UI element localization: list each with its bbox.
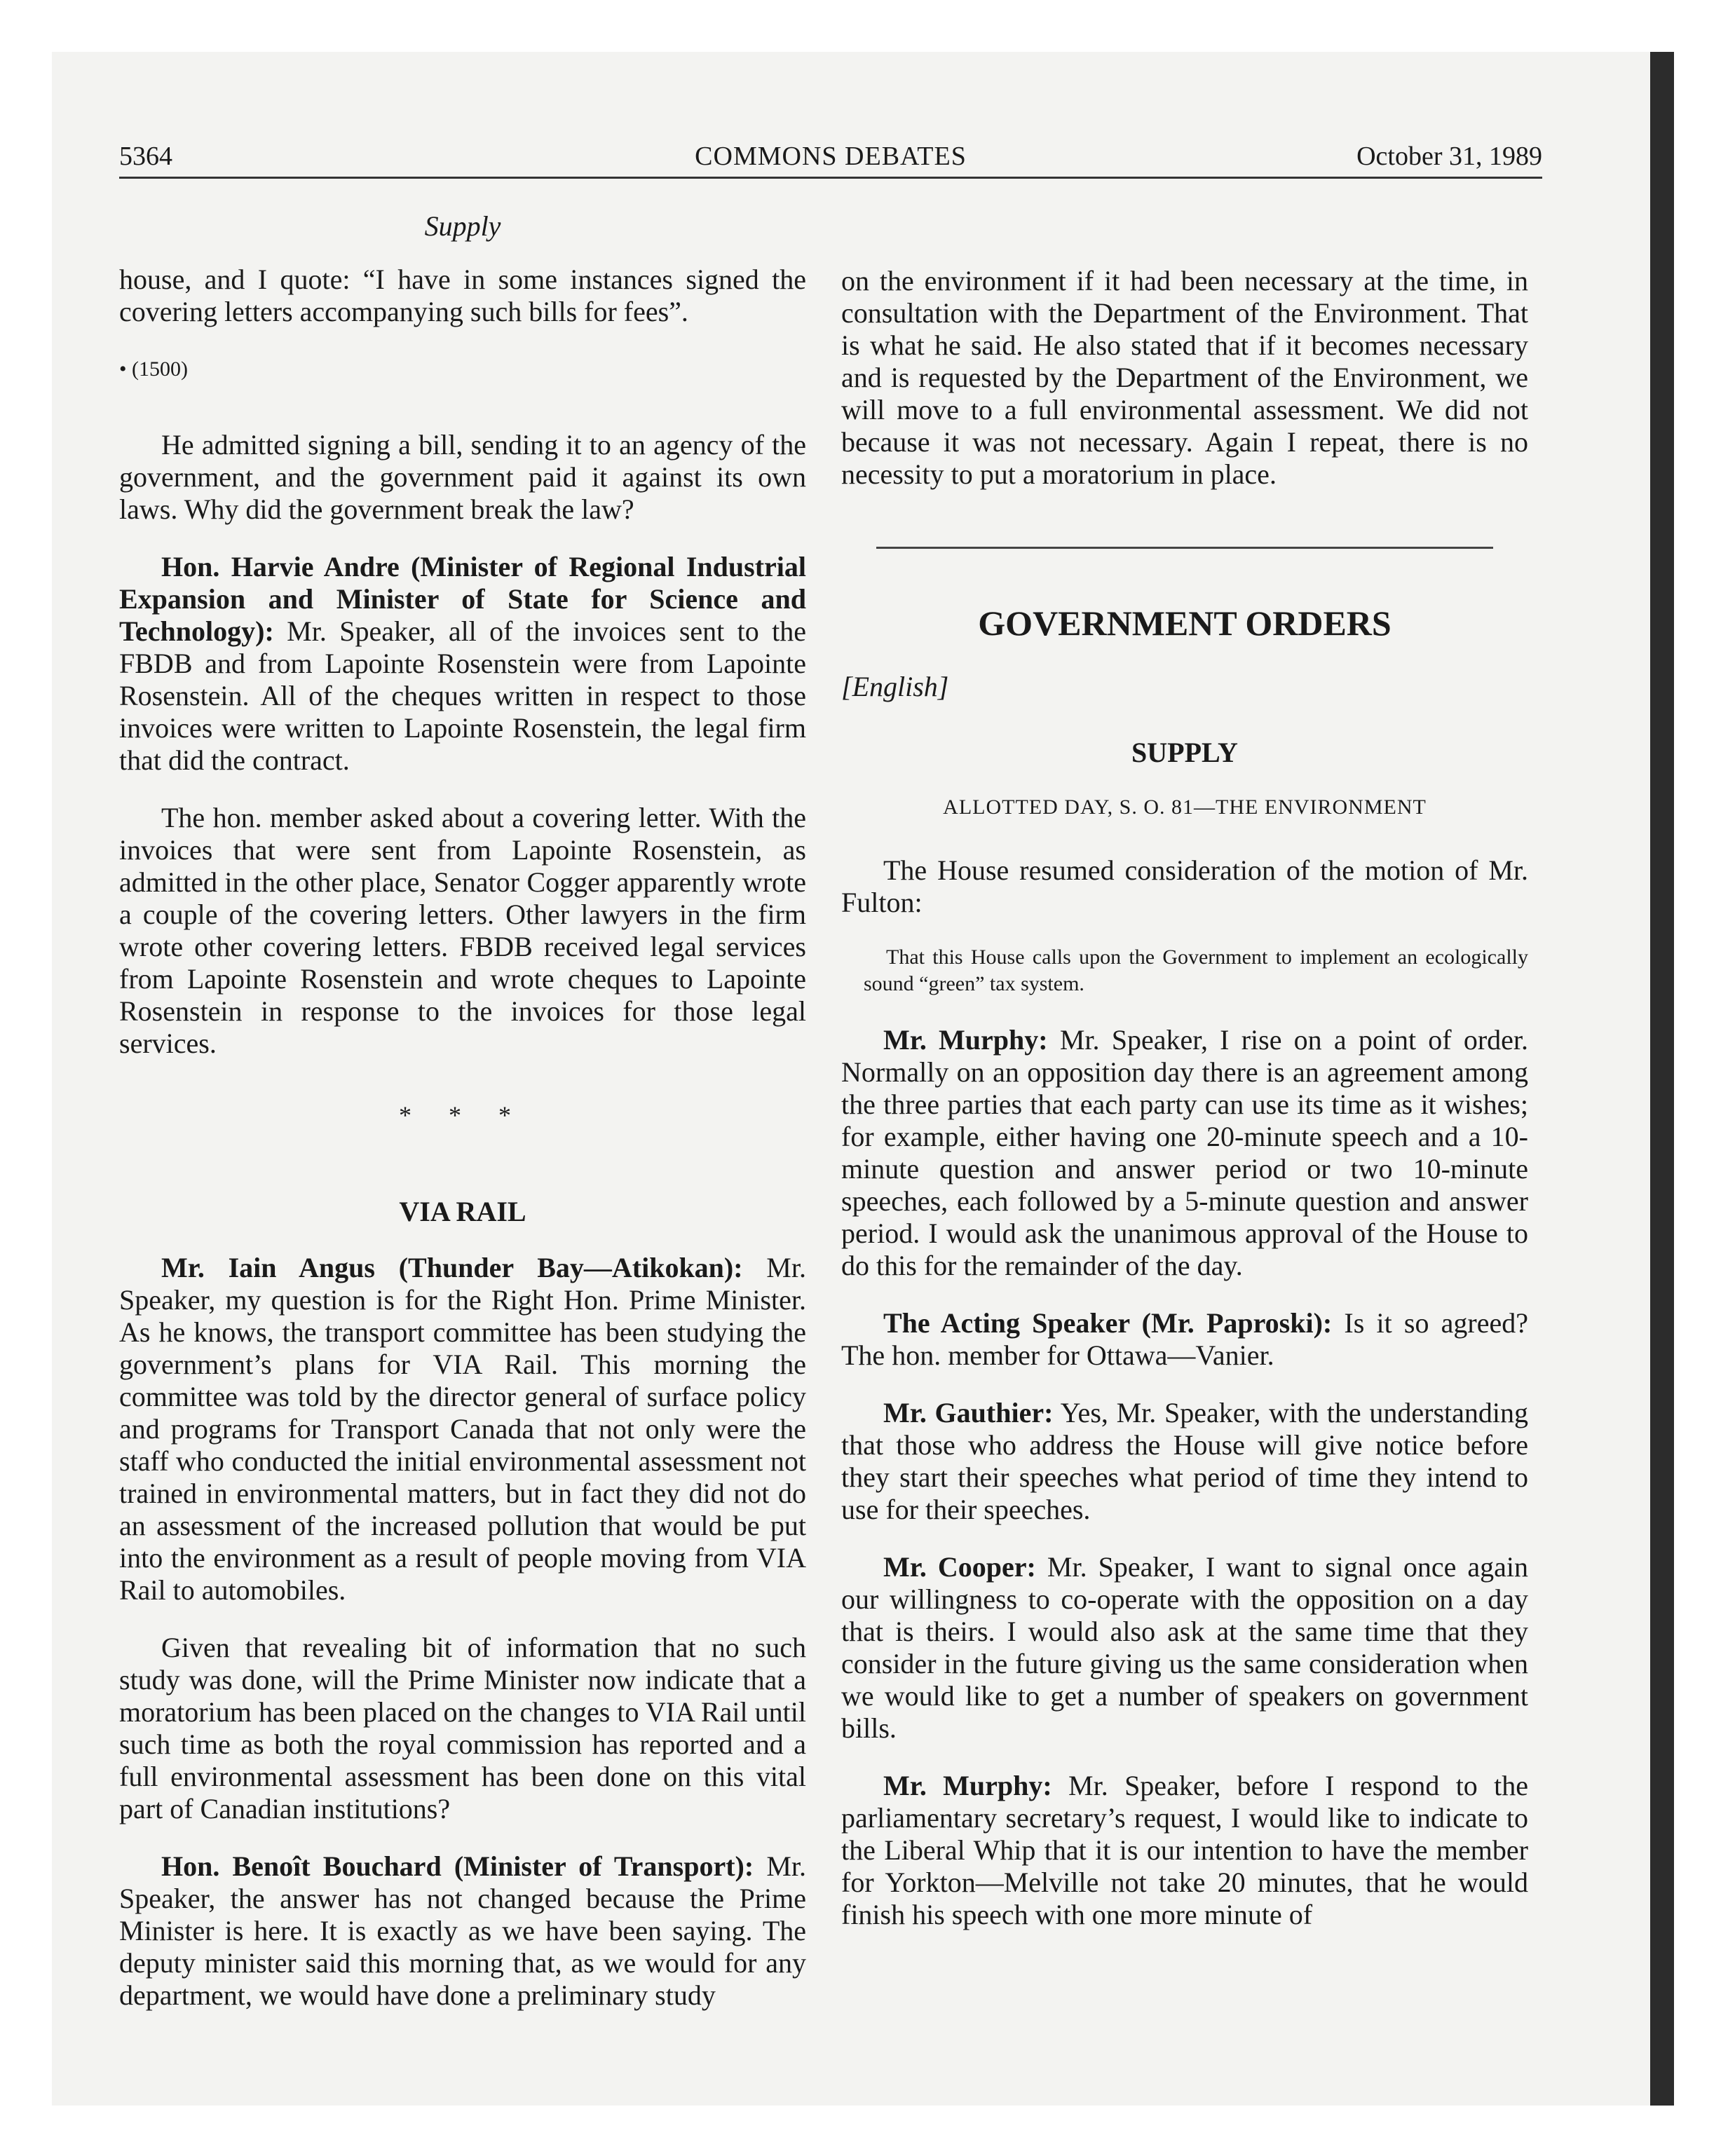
paragraph: on the environment if it had been necessary at the time, in consultation with the Department of the Environment. That is what he said. He also stated that if it becomes necessary and is requested by the Department of the Environment, we will move to a full environmental assessment. We did not because it was not necessary. Again I repeat, there is no necessity to put a moratorium in place. [841,265,1528,490]
paragraph: Given that revealing bit of information that no such study was done, will the Prime Minister now indicate that a moratorium has been placed on the changes to VIA Rail until such time as both the royal commission has reported and a full environmental assessment has been done on this vital part of Canadian institutions? [119,1632,806,1824]
speech-text: Yes, Mr. Speaker, with the understanding that those who address the House will give notice before they start their speeches what period of time they intend to use for their speeches. [841,1397,1529,1525]
page-header [119,135,1542,178]
speech-paragraph [119,1850,806,2012]
paragraph: house, and I quote: “I have in some instances signed the covering letters accompanying such bills for fees”. [119,264,806,327]
government-orders-heading: GOVERNMENT ORDERS [978,603,1392,643]
section-heading: VIA RAIL [399,1196,526,1227]
speaker-name: The Acting Speaker (Mr. Paproski): [883,1307,1333,1339]
speaker-name: Hon. Harvie Andre (Minister of Regional Industrial Expansion and Minister of State for Science and Technology): [119,551,806,647]
speech-text: Mr. Speaker, before I respond to the parliamentary secretary’s request, I would like to indicate to the Liberal Whip that it is our intention to have the member for Yorkton—Melville not take 20 minutes, that he would finish his speech with one more minute of [841,1770,1528,1930]
speech-paragraph [841,1024,1528,1282]
paragraph: The House resumed consideration of the motion of Mr. Fulton: [841,854,1528,918]
speech-text: Mr. Speaker, my question is for the Right Hon. Prime Minister. As he knows, the transport committee has been studying the government’s plans for VIA Rail. This morning the committee was told by the director general of surface policy and programs for Transport Canada that not only were the staff who conducted the initial environmental assessment not trained in environmental matters, but in fact they did not do an assessment of the increased pollution that would be put into the environment as a result of people moving from VIA Rail to automobiles. [119,1252,806,1606]
speech-paragraph [119,551,806,777]
running-title: COMMONS DEBATES [695,142,967,171]
header-date: October 31, 1989 [1356,142,1542,171]
speech-paragraph [841,1770,1528,1931]
section-rule [876,547,1493,549]
right-column [841,265,1528,1956]
paragraph: The hon. member asked about a covering letter. With the invoices that were sent from Lapointe Rosenstein, as admitted in the other place, Senator Cogger apparently wrote a couple of the covering letters. Other lawyers in the firm wrote other covering letters. FBDB received legal services from Lapointe Rosenstein and wrote cheques to Lapointe Rosenstein in response to the invoices for those legal services. [119,802,806,1059]
speaker-name: Mr. Gauthier: [883,1397,1054,1428]
left-column [119,210,806,2037]
page-number: 5364 [119,142,172,171]
speech-text: Mr. Speaker, the answer has not changed because the Prime Minister is here. It is exactly as we have been saying. The deputy minister said this morning that, as we would for any department, we would have done a preliminary study [119,1850,806,2011]
paragraph: He admitted signing a bill, sending it to an agency of the government, and the government paid it against its own laws. Why did the government break the law? [119,429,806,525]
speaker-name: Mr. Cooper: [883,1551,1036,1583]
section-tag: Supply [424,210,501,242]
allotted-day-subheading: ALLOTTED DAY, S. O. 81—THE ENVIRONMENT [943,796,1427,819]
speaker-name: Hon. Benoît Bouchard (Minister of Transport): [161,1850,754,1882]
speech-text: Mr. Speaker, all of the invoices sent to the FBDB and from Lapointe Rosenstein were from Lapointe Rosenstein. All of the cheques written in respect to those invoices were written to Lapointe Rosenstein, the legal firm that did the contract. [119,615,806,776]
speech-paragraph [119,1252,806,1606]
motion-quote: That this House calls upon the Government to implement an ecologically sound “green” tax system. [864,946,1528,995]
speech-text: Mr. Speaker, I rise on a point of order. Normally on an opposition day there is an agreement among the three parties that each party can use its time as it wishes; for example, either having one 20-minute speech and a 10-minute question and answer period or two 10-minute speeches, each followed by a 5-minute question and answer period. I would ask the unanimous approval of the House to do this for the remainder of the day. [841,1024,1529,1281]
section-separator: * * * [399,1101,526,1129]
supply-heading: SUPPLY [1131,737,1238,768]
speech-paragraph [841,1397,1528,1526]
speaker-name: Mr. Murphy: [883,1024,1048,1056]
speech-paragraph [841,1307,1528,1372]
speaker-name: Mr. Murphy: [883,1770,1052,1801]
time-marker: • (1500) [119,357,188,381]
speech-text: Is it so agreed? The hon. member for Ottawa—Vanier. [841,1307,1528,1371]
speech-paragraph [841,1551,1528,1745]
header-rule [119,177,1542,179]
speech-text: Mr. Speaker, I want to signal once again our willingness to co-operate with the opposition on a day that is theirs. I would also ask at the same time that they consider in the future giving us the same consideration when we would like to get a number of speakers on government bills. [841,1551,1528,1744]
speaker-name: Mr. Iain Angus (Thunder Bay—Atikokan): [161,1252,743,1283]
scan-edge [1650,52,1674,2106]
language-tag: [English] [841,671,949,702]
